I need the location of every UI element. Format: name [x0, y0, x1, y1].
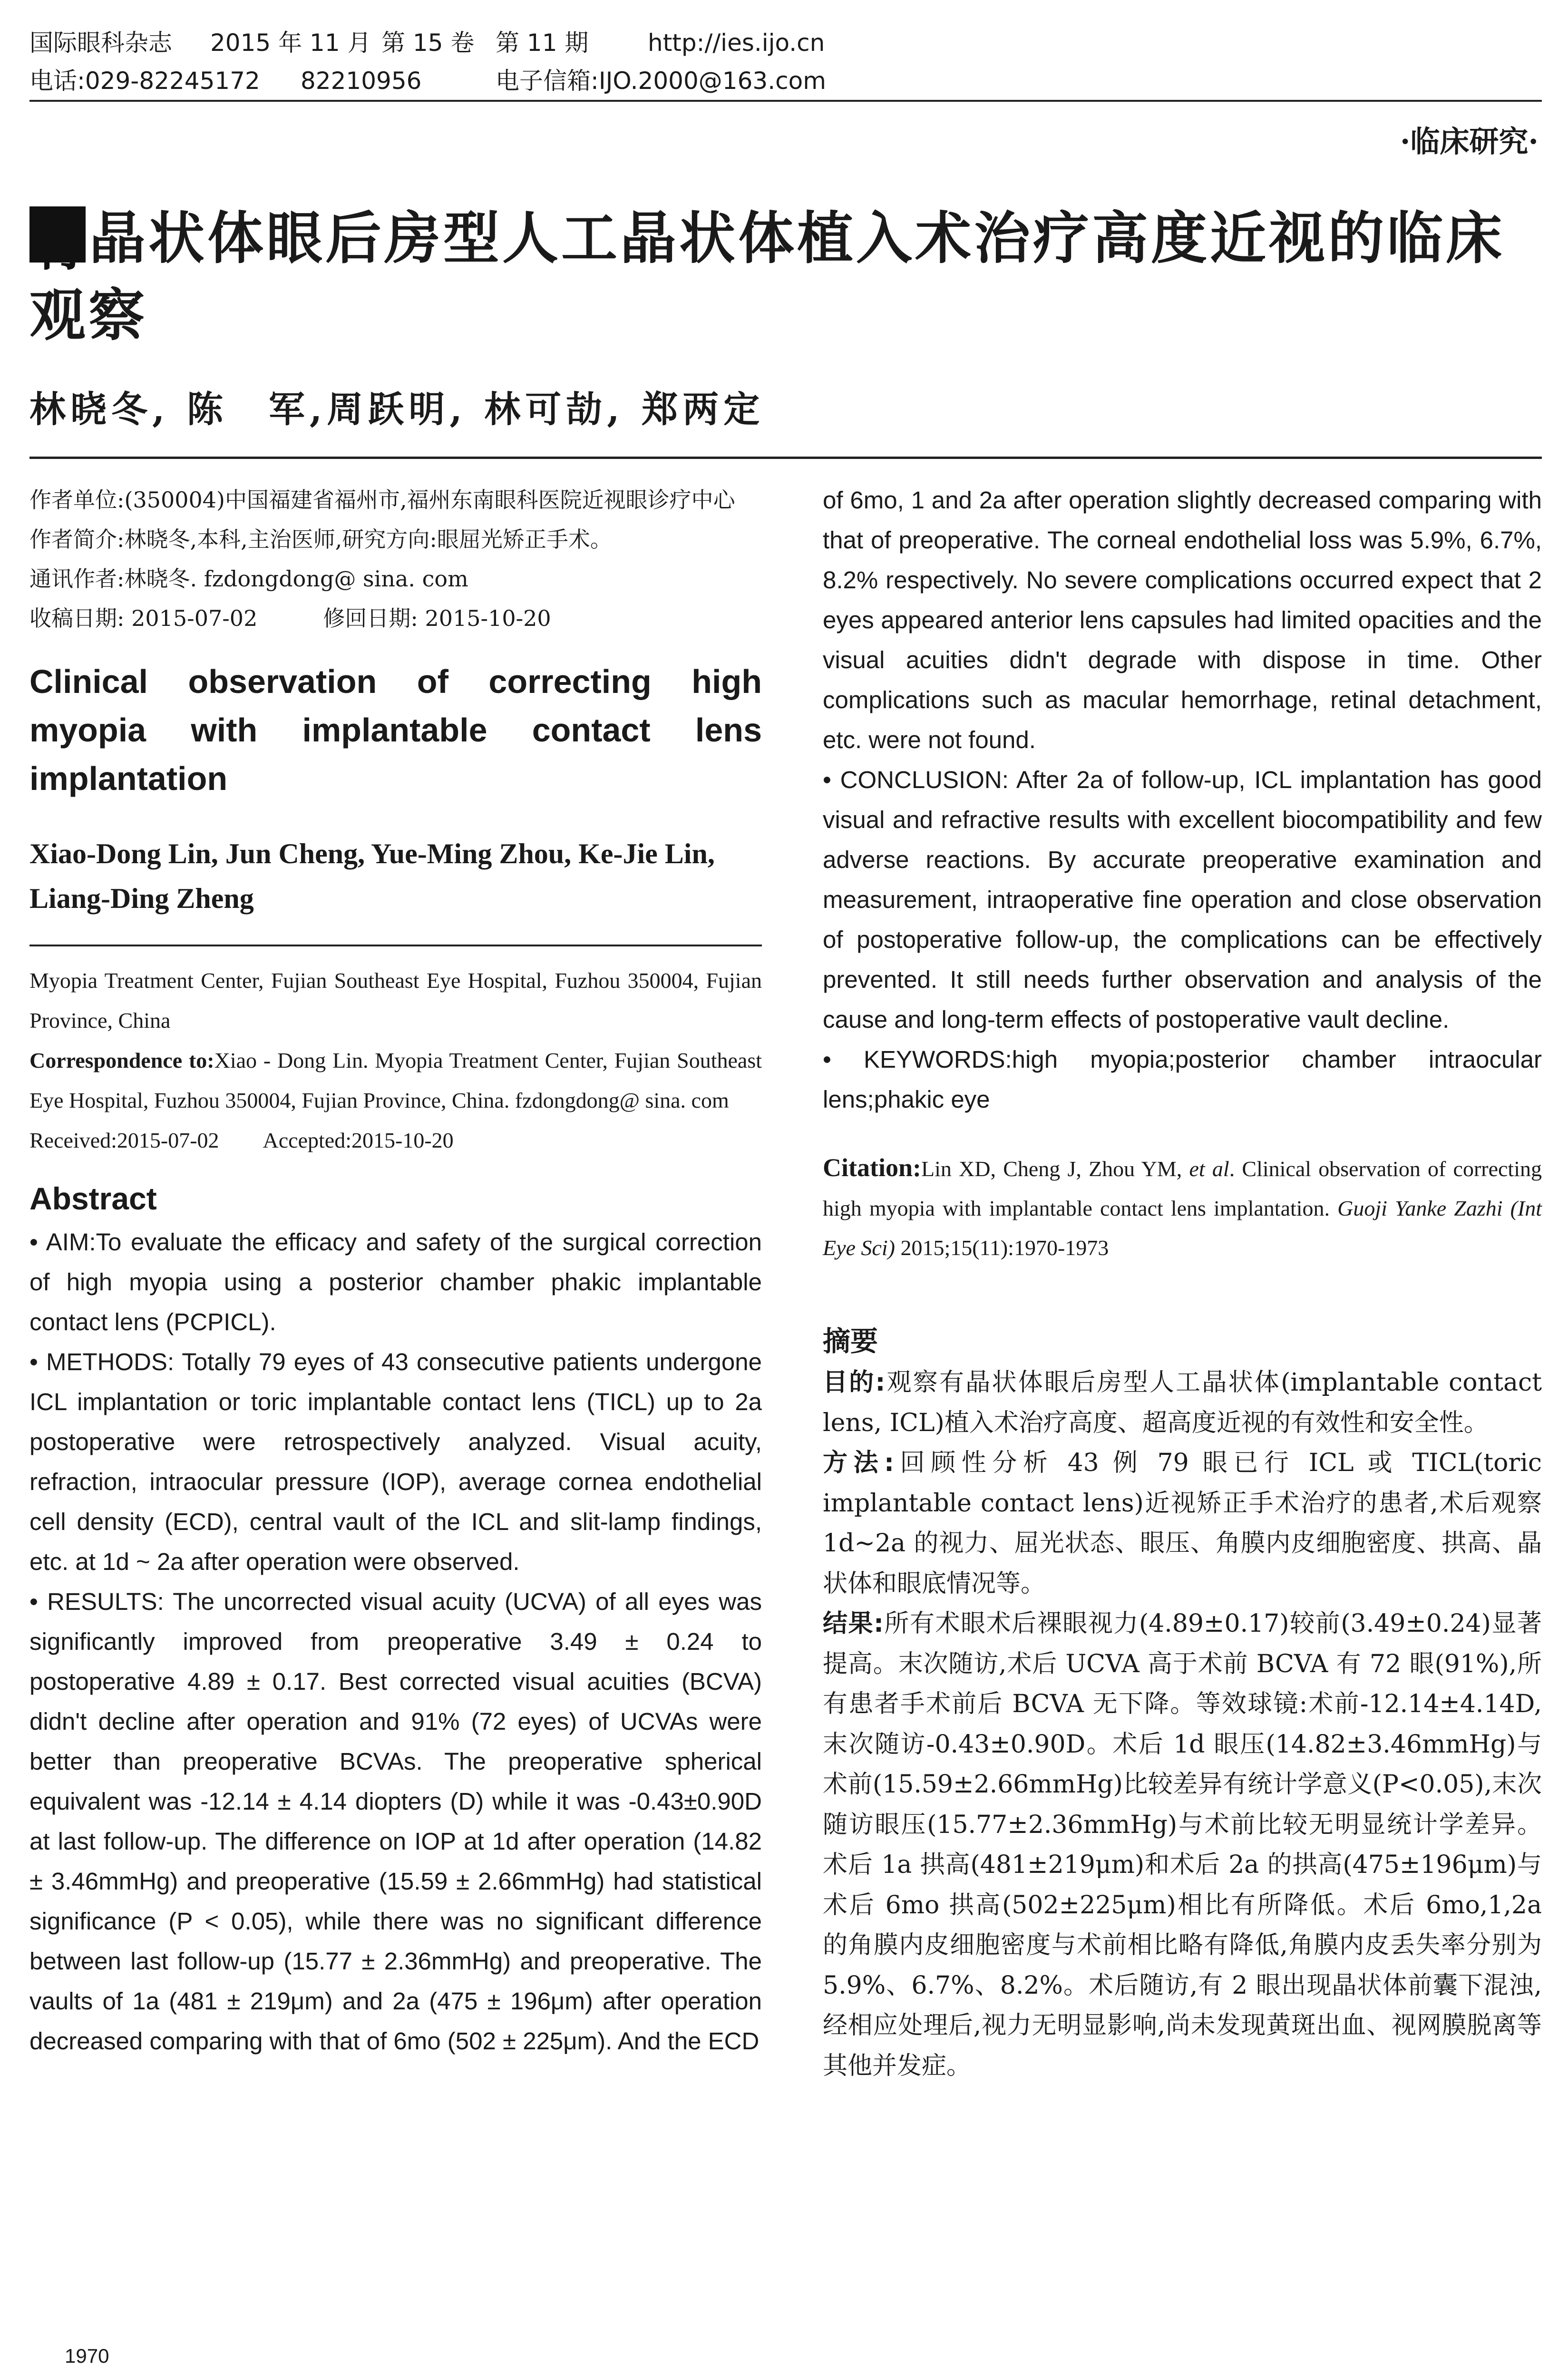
- issue-date: 2015 年 11 月: [210, 29, 371, 57]
- title-first-char: 有: [29, 206, 86, 263]
- abstract-cn: [823, 1363, 1542, 2086]
- abstract-heading-cn: 摘要: [823, 1325, 878, 1357]
- abstract-results-part1: • RESULTS: The uncorrected visual acuity (UCVA) of all eyes was significantly improved from preoperative 3.49 ± 0.24 to postoperative 4.89 ± 0.17. Best corrected visual acuities (BCVA) didn't decline after operation and 91% (72 eyes) of UCVAs were better than preoperative BCVAs. The preoperative spherical equivalent was -12.14 ± 4.14 diopters (D) while it was -0.43±0.90D at last follow-up. The difference on IOP at 1d after operation (14.82 ± 3.46mmHg) and preoperative (15.59 ± 2.66mmHg) had statistical significance (P < 0.05), while there was no significant difference between last follow-up (15.77 ± 2.36mmHg) and preoperative. The vaults of 1a (481 ± 219μm) and 2a (475 ± 196μm) after operation decreased comparing with that of 6mo (502 ± 225μm). And the ECD: [29, 1588, 762, 2055]
- header-line-2: [29, 62, 1542, 100]
- affiliation-en: Myopia Treatment Center, Fujian Southeast Eye Hospital, Fuzhou 350004, Fujian Province, China: [29, 968, 762, 1033]
- aim-label-cn: 目的:: [823, 1368, 886, 1397]
- abstract-aim: • AIM:To evaluate the efficacy and safety of the surgical correction of high myopia using a posterior chamber phakic implantable contact lens (PCPICL).: [29, 1228, 762, 1335]
- citation-text-b: . Clinical observation of correcting high myopia with implantable contact lens implantation.: [823, 1157, 1542, 1220]
- received-dates-cn: 收稿日期: 2015-07-02 修回日期: 2015-10-20: [29, 605, 551, 631]
- journal-name: 国际眼科杂志: [29, 29, 172, 57]
- authors-cn: 林晓冬, 陈 军,周跃明, 林可劼, 郑两定: [29, 388, 765, 430]
- header-rule: [29, 100, 1542, 102]
- abstract-results-part2: of 6mo, 1 and 2a after operation slightly decreased comparing with that of preoperative. The corneal endothelial loss was 5.9%, 6.7%, 8.2% respectively. No severe complications occurred expect that 2 eyes appeared anterior lens capsules had limited opacities and the visual acuities didn't degrade with dispose in time. Other complications such as macular hemorrhage, retinal detachment, etc. were not found.: [823, 487, 1542, 753]
- author-info-cn: [29, 480, 762, 638]
- citation-tail: 2015;15(11):1970-1973: [900, 1236, 1109, 1260]
- abstract-cn-results: [823, 1604, 1542, 2086]
- author-affiliation-cn: 作者单位:(350004)中国福建省福州市,福州东南眼科医院近视眼诊疗中心: [29, 487, 735, 513]
- results-text-cn: 所有术眼术后裸眼视力(4.89±0.17)较前(3.49±0.24)显著提高。末次随访,术后 UCVA 高于术前 BCVA 有 72 眼(91%),所有患者手术前后 BCVA 无下降。等效球镜:术前-12.14±4.14D,末次随访-0.43±0.90D。术后 1d 眼压(14.82±3.46mmHg)与术前(15.59±2.66mmHg)比较差异有统计学意义(P<0.05),末次随访眼压(15.77±2.36mmHg)与术前比较无明显统计学差异。术后 1a 拱高(481±219μm)和术后 2a 的拱高(475±196μm)与术后 6mo 拱高(502±225μm)相比有所降低。术后 6mo,1,2a 的角膜内皮细胞密度与术前相比略有降低,角膜内皮丢失率分别为 5.9%、6.7%、8.2%。术后随访,有 2 眼出现晶状体前囊下混浊,经相应处理后,视力无明显影响,尚未发现黄斑出血、视网膜脱离等其他并发症。: [823, 1609, 1542, 2080]
- correspondence-text: Xiao - Dong Lin. Myopia Treatment Center, Fujian Southeast Eye Hospital, Fuzhou 350004, Fujian Province, China. fzdongdong@ sina. com: [29, 1048, 762, 1112]
- abstract-keywords: • KEYWORDS:high myopia;posterior chamber intraocular lens;phakic eye: [823, 1046, 1542, 1113]
- abstract-en-right: [823, 480, 1542, 1120]
- citation-etal: et al: [1189, 1157, 1229, 1181]
- affiliation-block: [29, 961, 762, 1160]
- methods-label-cn: 方法:: [823, 1449, 894, 1477]
- citation-label: Citation:: [823, 1153, 921, 1182]
- journal-url[interactable]: http://ies.ijo.cn: [648, 29, 825, 57]
- issue: 第 11 期: [496, 29, 589, 57]
- citation-text-a: Lin XD, Cheng J, Zhou YM,: [921, 1157, 1182, 1181]
- phone-2: 82210956: [301, 67, 422, 95]
- results-label-cn: 结果:: [823, 1609, 884, 1638]
- title-rest: 晶状体眼后房型人工晶状体植入术治疗高度近视的临床观察: [29, 205, 1505, 348]
- section-tag: ·临床研究·: [1400, 124, 1539, 159]
- authors-en: Xiao-Dong Lin, Jun Cheng, Yue-Ming Zhou, Ke-Jie Lin, Liang-Ding Zheng: [29, 838, 715, 914]
- header-line-1: [29, 24, 1542, 62]
- phone-1: 电话:029-82245172: [29, 67, 260, 95]
- correspondence-label: Correspondence to:: [29, 1048, 214, 1072]
- abstract-cn-methods: [823, 1443, 1542, 1604]
- left-column: [29, 480, 762, 2061]
- title-rule: [29, 457, 1542, 459]
- abstract-heading: Abstract: [29, 1181, 157, 1216]
- email[interactable]: 电子信箱:IJO.2000@163.com: [496, 67, 826, 95]
- citation-journal: Guoji Yanke Zazhi (Int Eye Sci): [823, 1196, 1542, 1260]
- methods-text-cn: 回顾性分析 43 例 79 眼已行 ICL 或 TICL(toric implantable contact lens)近视矫正手术治疗的患者,术后观察 1d~2a 的视力、屈光状态、眼压、角膜内皮细胞密度、拱高、晶状体和眼底情况等。: [823, 1449, 1542, 1598]
- correspondence-en: [29, 1041, 762, 1120]
- journal-header: [29, 24, 1542, 100]
- author-bio-cn: 作者简介:林晓冬,本科,主治医师,研究方向:眼屈光矫正手术。: [29, 526, 612, 552]
- volume: 第 15 卷: [381, 29, 475, 57]
- corresponding-author-cn: 通讯作者:林晓冬. fzdongdong@ sina. com: [29, 566, 468, 592]
- column-rule: [29, 945, 762, 946]
- article-title-en: Clinical observation of correcting high myopia with implantable contact lens implantation: [29, 663, 762, 797]
- aim-text-cn: 观察有晶状体眼后房型人工晶状体(implantable contact lens, ICL)植入术治疗高度、超高度近视的有效性和安全性。: [823, 1368, 1542, 1437]
- abstract-en-left: [29, 1222, 762, 2061]
- right-column: [823, 480, 1542, 2086]
- abstract-methods: • METHODS: Totally 79 eyes of 43 consecutive patients undergone ICL implantation or toric implantable contact lens (TICL) up to 2a postoperative were retrospectively analyzed. Visual acuity, refraction, intraocular pressure (IOP), average cornea endothelial cell density (ECD), central vault of the ICL and slit-lamp findings, etc. at 1d ~ 2a after operation were observed.: [29, 1348, 762, 1575]
- citation: [823, 1148, 1542, 1267]
- abstract-cn-aim: [823, 1363, 1542, 1443]
- received-dates-en: Received:2015-07-02 Accepted:2015-10-20: [29, 1128, 454, 1152]
- article-title-cn: [29, 200, 1542, 354]
- page-number: 1970: [65, 2345, 109, 2367]
- abstract-conclusion: • CONCLUSION: After 2a of follow-up, ICL implantation has good visual and refractive results with excellent biocompatibility and few adverse reactions. By accurate preoperative examination and measurement, intraoperative fine operation and close observation of postoperative follow-up, the complications can be effectively prevented. It still needs further observation and analysis of the cause and long-term effects of postoperative vault decline.: [823, 766, 1542, 1033]
